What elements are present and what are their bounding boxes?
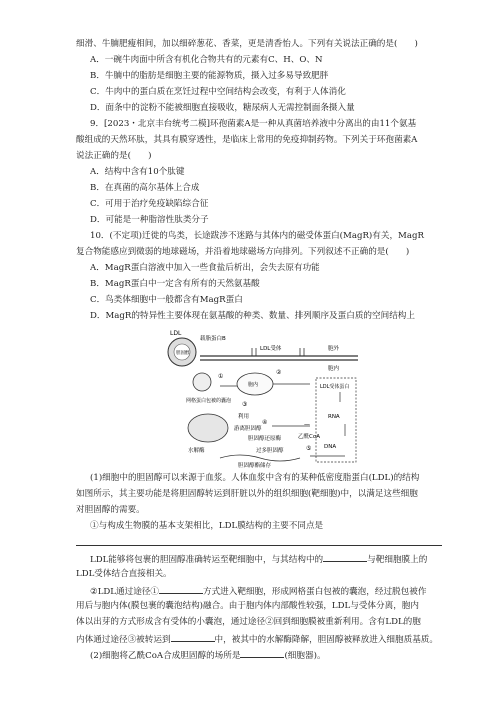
vesicle-label: 网格蛋白包被的囊泡	[186, 398, 232, 404]
q11-p1b-pre: LDL能够将包裹的胆固醇准确转运至靶细胞中，与其结构中的	[90, 555, 324, 565]
q11-p3-post: (细胞器)。	[284, 651, 326, 661]
q8-option-a: A．一碗牛肉面中所含有机化合物共有的元素有C、H、O、N	[90, 55, 323, 65]
dna-label: DNA	[324, 444, 337, 450]
q11-p1c: LDL受体结合直接相关。	[76, 569, 172, 579]
free-chol-label: 游离胆固醇	[234, 426, 262, 432]
q11-p2-1-post: 方式进入靶细胞，形成网格蛋白包被的囊泡，经过脱包被作	[202, 587, 427, 597]
box-title: LDL受体蛋白	[320, 384, 350, 390]
q10-option-d: D．MagR的特异性主要体现在氨基酸的种类、数量、排列顺序及蛋白质的空间结构上	[90, 311, 415, 321]
inside-label: 胞内	[328, 366, 340, 372]
outside-label: 胞外	[328, 346, 340, 352]
q11-p1a: ①与构成生物膜的基本支架相比，LDL膜结构的主要不同点是	[90, 521, 324, 531]
coated-vesicle	[193, 373, 211, 391]
q9-stem-3: 说法正确的是( )	[76, 151, 152, 161]
reuse-label: 利用	[238, 414, 250, 420]
answer-blank-2[interactable]	[323, 552, 367, 562]
q11-p1b	[90, 552, 442, 567]
ldl-title: LDL	[170, 330, 182, 337]
step5-label: ⑤	[306, 445, 312, 452]
q11-p2-4-pre: 内体通过途径③被转运到	[76, 635, 171, 645]
carrier-label: 载脂蛋白B	[200, 336, 226, 342]
step4-label: ④	[262, 419, 268, 426]
reductase-label: 胆固醇还原酶	[248, 436, 282, 442]
receptor-label: LDL受体	[260, 346, 282, 352]
q10-stem-1: 10．(不定项)迁徙的鸟类，长途跋涉不迷路与其体内的磁受体蛋白(MagR)有关，MagR	[90, 231, 424, 241]
step2-label: ②	[276, 369, 282, 376]
step3-label: ③	[242, 401, 248, 408]
q11-p1-1: (1)细胞中的胆固醇可以来源于血浆。人体血浆中含有的某种低密度脂蛋白(LDL)的结构	[90, 473, 420, 483]
rna-label: RNA	[328, 414, 340, 420]
q11-p3	[90, 648, 442, 663]
q9-option-a: A．结构中含有10个肽键	[90, 167, 185, 177]
q10-option-b: B．MagR蛋白中一定含有所有的天然氨基酸	[90, 279, 260, 289]
ldl-core-label: 胆固醇	[176, 351, 190, 356]
lysosome-label: 水解酶	[188, 448, 205, 454]
q9-option-c: C．可用于治疗免疫缺陷综合征	[90, 199, 209, 209]
q11-p1-3: 对胆固醇的需要。	[76, 505, 145, 515]
q11-p1-2: 如图所示，其主要功能是将胆固醇转运到肝脏以外的组织细胞(靶细胞)中，以满足这些细胞	[76, 489, 418, 499]
q9-option-b: B．在真菌的高尔基体上合成	[90, 183, 200, 193]
acetyl-label: 乙酰CoA	[298, 434, 320, 440]
excess-label: 过多胆固醇	[256, 448, 284, 454]
inside-body-label: 胞内	[248, 382, 259, 388]
q11-p2-1	[90, 584, 442, 599]
q11-p1a-answer-line	[76, 536, 442, 551]
q10-stem-2: 复合物能感应到微弱的地球磁场，并沿着地球磁场方向排列。下列叙述不正确的是( )	[76, 247, 410, 257]
q11-p1b-post: 与靶细胞膜上的	[367, 555, 428, 565]
lysosome	[188, 414, 228, 442]
q9-stem-1: 9．[2023・北京丰台统考二模]环孢菌素A是一种从真菌培养液中分离出的由11个氨基	[90, 119, 417, 129]
step1-label: ①	[218, 373, 224, 380]
q8-stem: 细滑、牛腩肥瘦相间，加以细碎葱花、香菜，更是清香怡人。下列有关说法正确的是( )	[76, 39, 418, 49]
q8-option-c: C．牛肉中的蛋白质在烹饪过程中空间结构会改变，有利于人体消化	[90, 87, 346, 97]
q9-option-d: D．可能是一种脂溶性肽类分子	[90, 215, 209, 225]
q8-option-d: D．面条中的淀粉不能被细胞直接吸收，糖尿病人无需控制面条摄入量	[90, 103, 355, 113]
answer-blank-4[interactable]	[171, 632, 215, 642]
q11-p2-1-pre: ②LDL通过途径①	[90, 587, 159, 597]
q10-option-a: A．MagR蛋白溶液中加入一些食盐后析出，会失去原有功能	[90, 263, 320, 273]
cholesterol-figure	[160, 326, 360, 468]
q11-p2-4-post: 中，被其中的水解酶降解，胆固醇被释放进入细胞质基质。	[214, 635, 438, 645]
cholesterol-diagram	[160, 326, 360, 468]
answer-blank-5[interactable]	[240, 648, 284, 658]
minus-label: —	[304, 421, 310, 428]
q9-stem-2: 酸组成的天然环肽，其具有膜穿透性，是临床上常用的免疫抑制药物。下列关于环孢菌素A	[76, 135, 418, 145]
q11-p2-2: 用后与胞内体(膜包裹的囊泡结构)融合。由于胞内体内部酸性较强，LDL与受体分离，胞内	[76, 601, 419, 611]
q10-option-c: C．鸟类体细胞中一般都含有MagR蛋白	[90, 295, 243, 305]
answer-blank-3[interactable]	[159, 584, 203, 594]
q11-p2-3: 体以出芽的方式形成含有受体的小囊泡，通过途径②回到细胞膜被重新利用。含有LDL的胞	[76, 617, 421, 627]
q11-p3-pre: (2)细胞将乙酰CoA合成胆固醇的场所是	[90, 651, 241, 661]
q8-option-b: B．牛腩中的脂肪是细胞主要的能源物质，摄入过多易导致肥胖	[90, 71, 329, 81]
storage-label: 胆固醇酯储存	[238, 463, 272, 468]
q11-p2-4	[76, 632, 442, 647]
er-membrane	[220, 455, 300, 461]
answer-blank-1[interactable]	[76, 536, 442, 546]
